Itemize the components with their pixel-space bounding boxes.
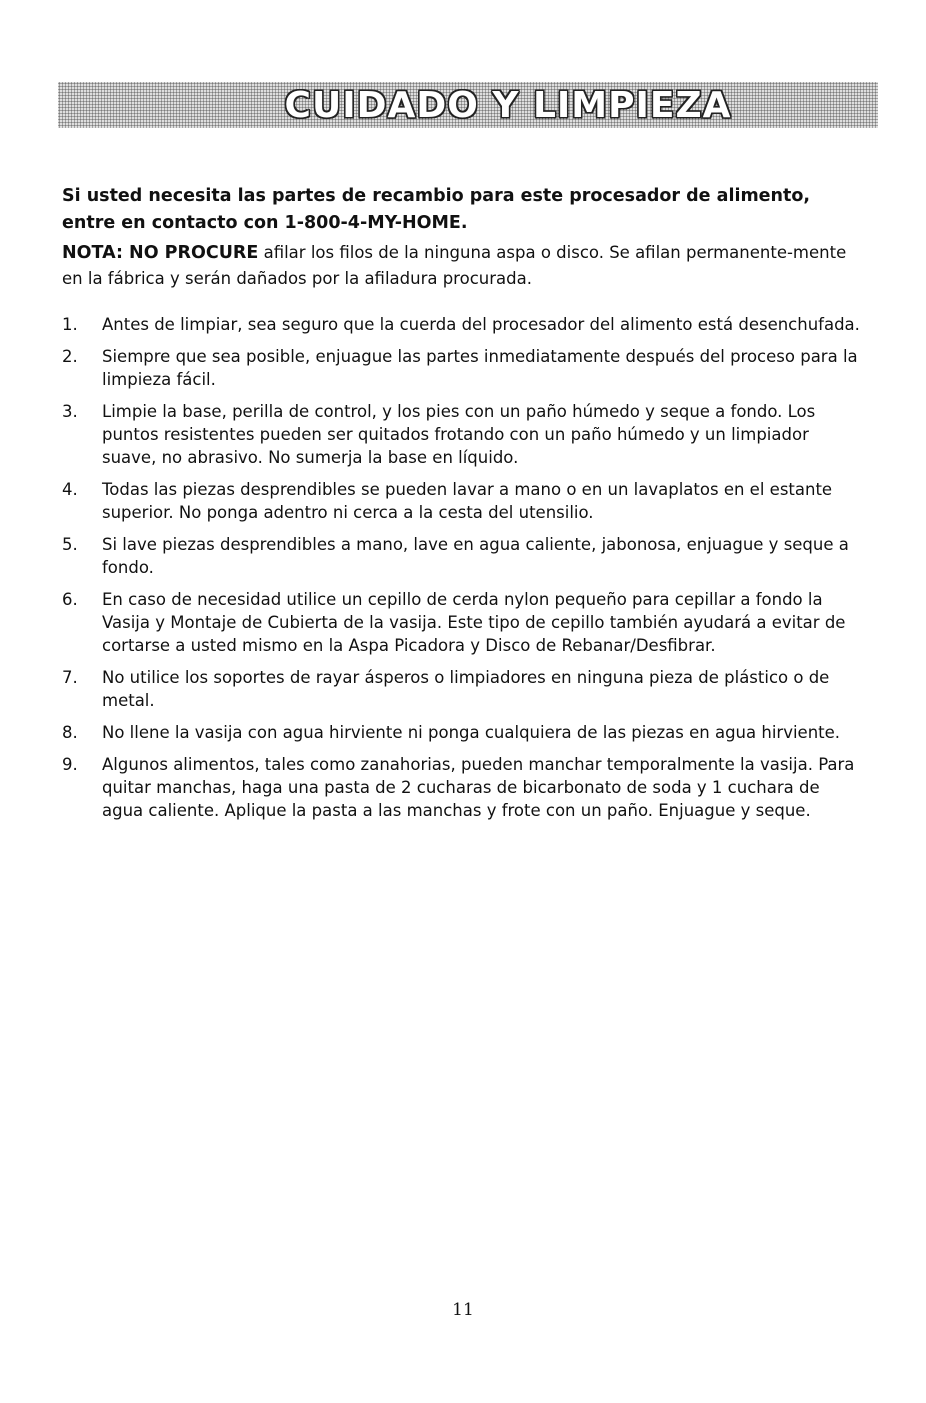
list-item — [62, 313, 862, 336]
page-number: 11 — [452, 1300, 474, 1320]
step-number: 2. — [62, 347, 78, 366]
list-item — [62, 588, 862, 657]
step-text: Siempre que sea posible, enjuague las partes inmediatamente después del proceso para la limpieza fácil. — [102, 347, 858, 389]
cleaning-steps-list — [62, 313, 862, 822]
step-number: 3. — [62, 402, 78, 421]
note-paragraph — [62, 240, 862, 291]
step-text: No llene la vasija con agua hirviente ni ponga cualquiera de las piezas en agua hirviente. — [102, 723, 841, 742]
replacement-parts-intro: Si usted necesita las partes de recambio para este procesador de alimento, entre en contacto con 1-800-4-MY-HOME. — [62, 186, 811, 233]
list-item — [62, 666, 862, 712]
step-number: 7. — [62, 668, 78, 687]
step-text: Todas las piezas desprendibles se pueden lavar a mano o en un lavaplatos en el estante superior. No ponga adentro ni cerca a la cesta del utensilio. — [102, 480, 833, 522]
title-banner — [58, 82, 878, 128]
list-item — [62, 400, 862, 469]
step-number: 5. — [62, 535, 78, 554]
step-text: Si lave piezas desprendibles a mano, lave en agua caliente, jabonosa, enjuague y seque a fondo. — [102, 535, 849, 577]
step-text: En caso de necesidad utilice un cepillo de cerda nylon pequeño para cepillar a fondo la Vasija y Montaje de Cubierta de la vasija. Este tipo de cepillo también ayudará a evitar de cortarse a usted mismo en la Aspa Picadora y Disco de Rebanar/Desfibrar. — [102, 590, 846, 655]
page-title: CUIDADO Y LIMPIEZA — [284, 84, 732, 126]
list-item — [62, 478, 862, 524]
step-text: No utilice los soportes de rayar ásperos o limpiadores en ninguna pieza de plástico o de metal. — [102, 668, 830, 710]
care-instructions — [62, 183, 862, 831]
step-number: 9. — [62, 755, 78, 774]
note-text: afilar los filos de la ninguna aspa o disco. Se afilan permanente-mente en la fábrica y serán dañados por la afiladura procurada. — [62, 243, 847, 288]
list-item — [62, 533, 862, 579]
list-item — [62, 753, 862, 822]
step-number: 8. — [62, 723, 78, 742]
step-text: Algunos alimentos, tales como zanahorias, pueden manchar temporalmente la vasija. Para quitar manchas, haga una pasta de 2 cucharas de bicarbonato de soda y 1 cuchara de agua caliente. Aplique la pasta a las manchas y frote con un paño. Enjuague y seque. — [102, 755, 855, 820]
step-text: Antes de limpiar, sea seguro que la cuerda del procesador del alimento está desenchufada. — [102, 315, 860, 334]
list-item — [62, 721, 862, 744]
note-label: NOTA: NO PROCURE — [62, 243, 259, 263]
step-number: 1. — [62, 315, 78, 334]
step-text: Limpie la base, perilla de control, y los pies con un paño húmedo y seque a fondo. Los puntos resistentes pueden ser quitados frotando con un paño húmedo y un limpiador suave, no abrasivo. No sumerja la base en líquido. — [102, 402, 816, 467]
step-number: 6. — [62, 590, 78, 609]
step-number: 4. — [62, 480, 78, 499]
list-item — [62, 345, 862, 391]
